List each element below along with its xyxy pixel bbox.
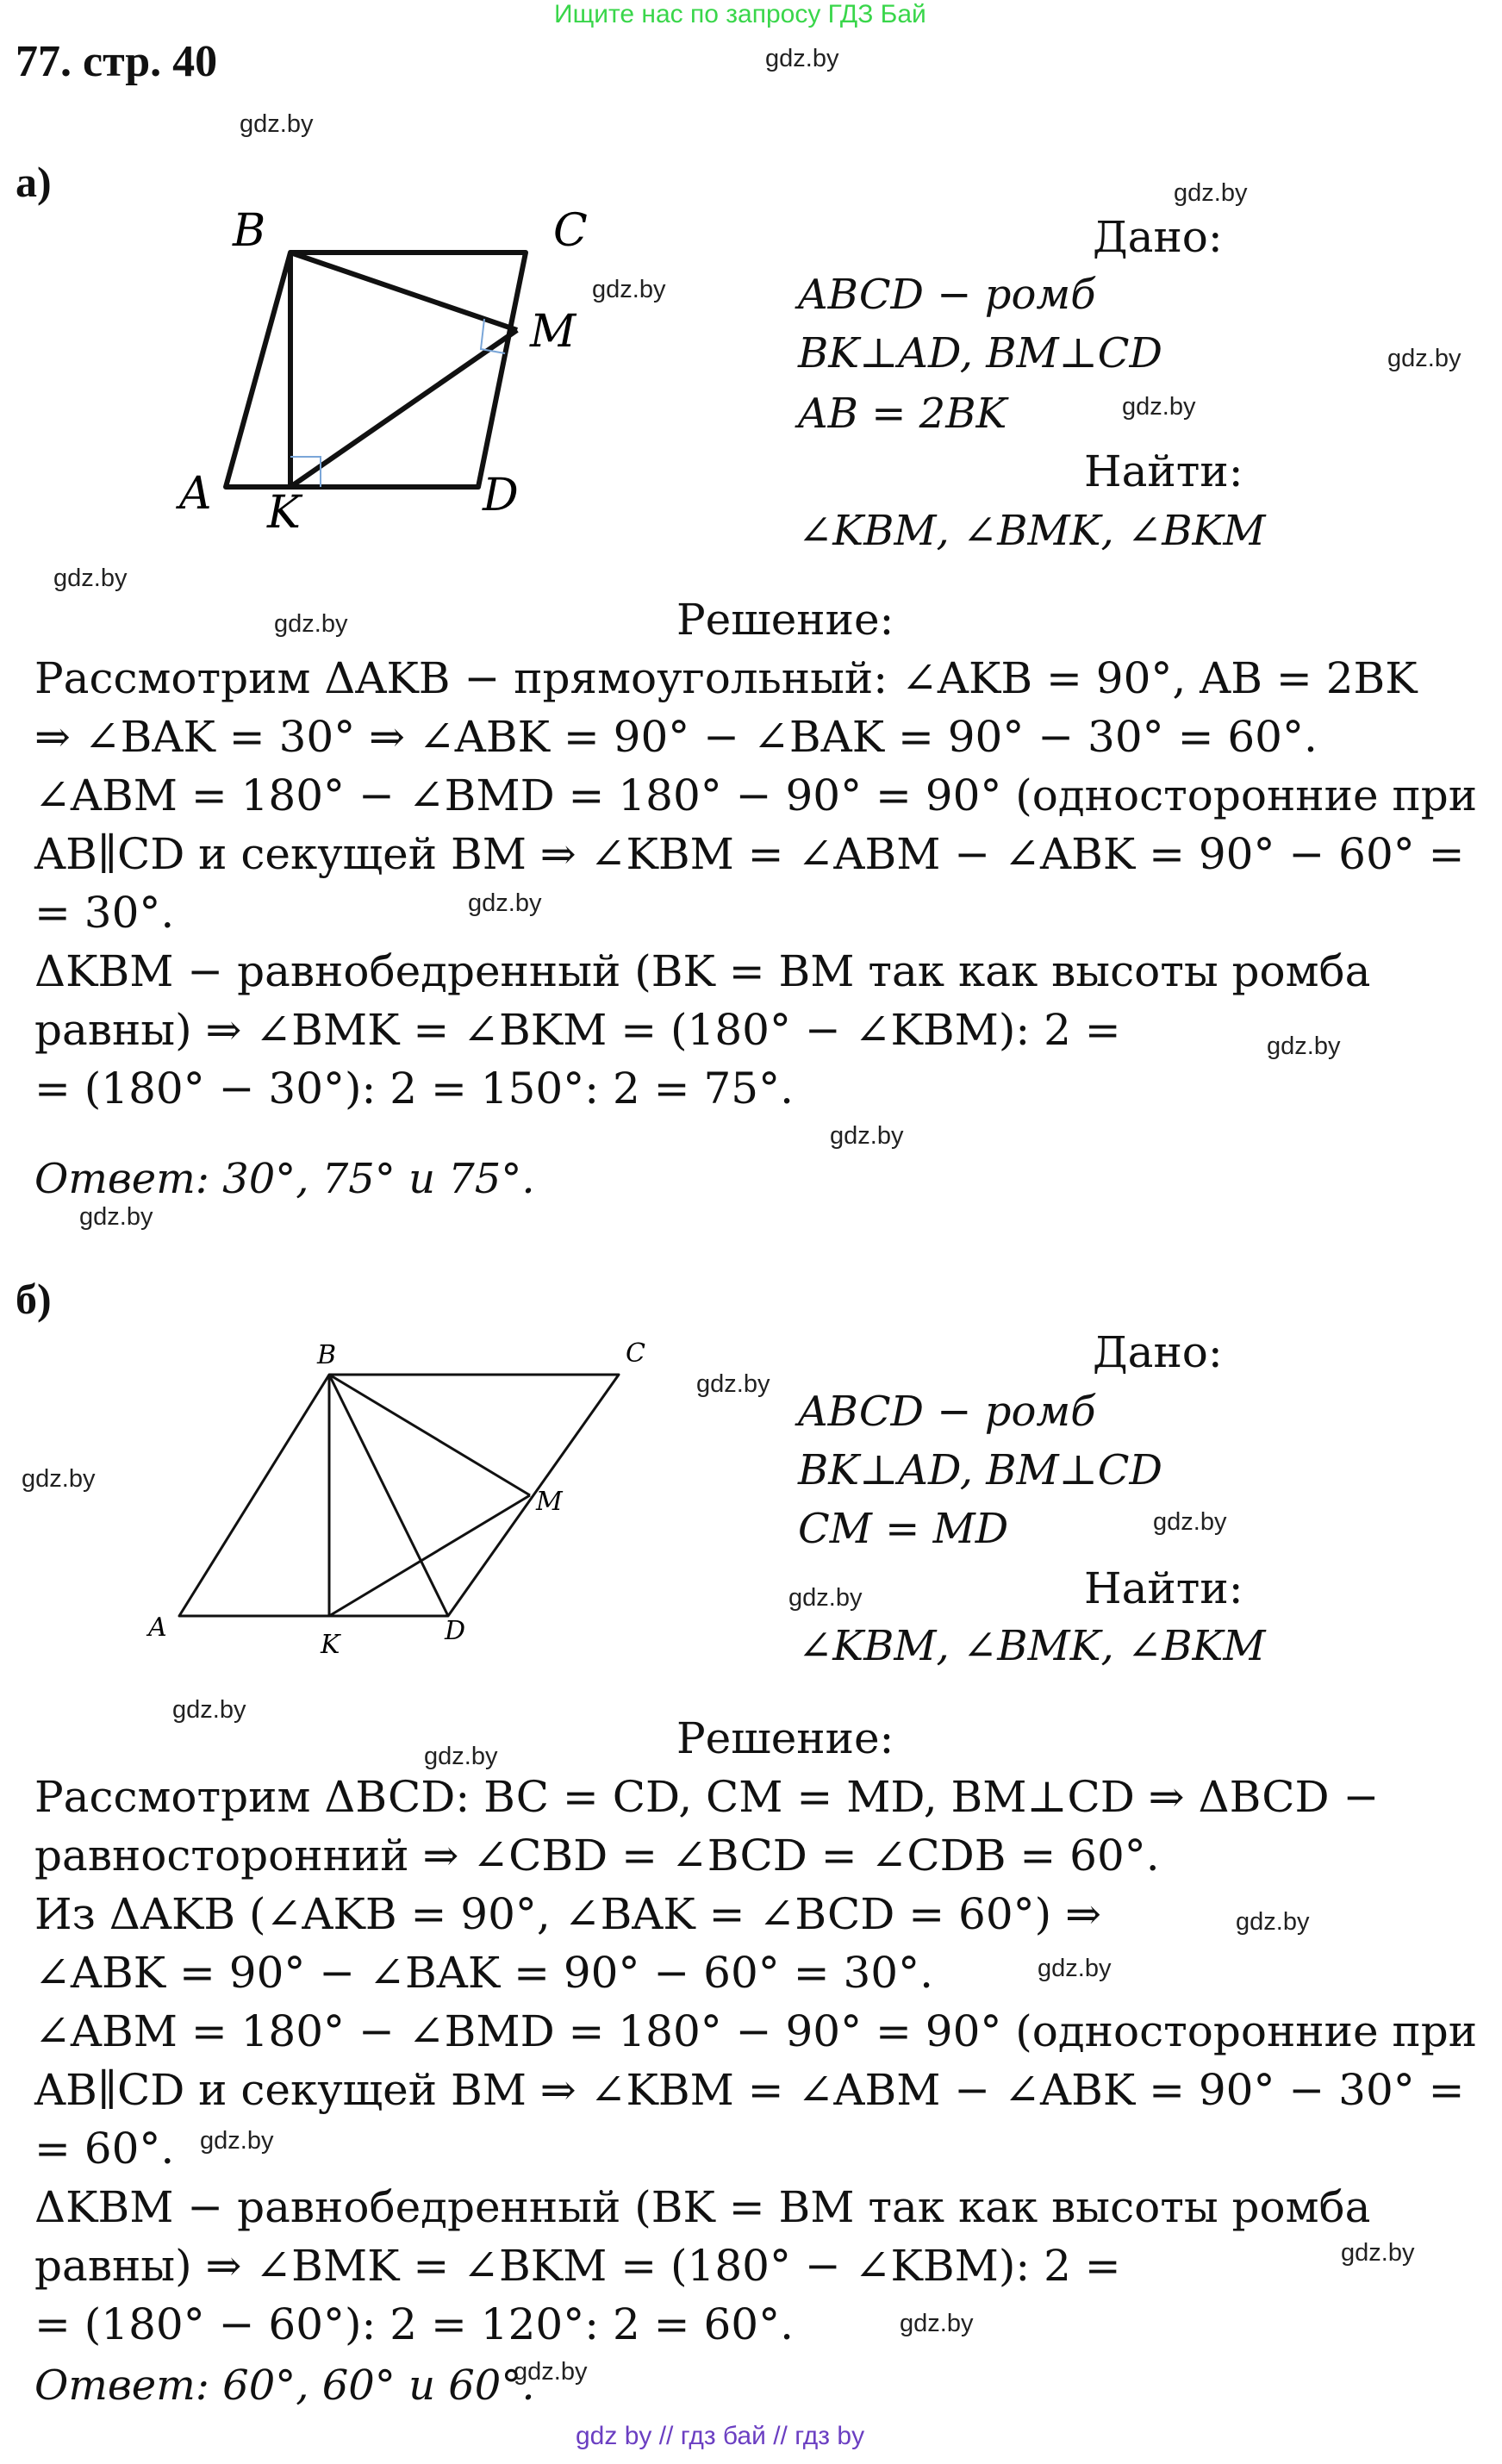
watermark: gdz.by <box>900 2310 974 2337</box>
label-k-b: K <box>321 1630 340 1660</box>
watermark: gdz.by <box>696 1370 770 1398</box>
answer-a: Ответ: 30°, 75° и 75°. <box>34 1155 535 1203</box>
watermark: gdz.by <box>172 1696 246 1724</box>
solution-a-line-4: AB∥CD и секущей BM ⇒ ∠KBM = ∠ABM − ∠ABK = 90° − 60° = <box>34 829 1465 879</box>
solution-a-line-8: = (180° − 30°): 2 = 150°: 2 = 75°. <box>34 1064 794 1113</box>
watermark: gdz.by <box>1341 2239 1415 2267</box>
solution-b-line-1: Рассмотрим ΔBCD: BC = CD, CM = MD, BM⊥CD ⇒ ΔBCD − <box>34 1772 1380 1822</box>
watermark: gdz.by <box>424 1743 498 1770</box>
watermark: gdz.by <box>1153 1508 1227 1536</box>
solution-a-line-2: ⇒ ∠BAK = 30° ⇒ ∠ABK = 90° − ∠BAK = 90° − 30° = 60°. <box>34 712 1318 762</box>
given-a-3: AB = 2BK <box>798 390 1007 438</box>
part-b-label: б) <box>16 1275 52 1323</box>
label-a: A <box>179 468 212 520</box>
solution-b-line-4: ∠ABK = 90° − ∠BAK = 90° − 60° = 30°. <box>34 1948 933 1998</box>
segment-km-b <box>329 1495 530 1616</box>
page-title: 77. стр. 40 <box>16 37 218 86</box>
given-b-3: CM = MD <box>798 1505 1009 1553</box>
solution-header-a: Решение: <box>676 595 894 645</box>
given-header-b: Дано: <box>1093 1327 1223 1377</box>
find-header-b: Найти: <box>1084 1563 1243 1613</box>
watermark: gdz.by <box>468 889 542 917</box>
rhombus-a <box>226 253 526 487</box>
solution-b-line-7: = 60°. <box>34 2124 175 2174</box>
solution-a-line-1: Рассмотрим ΔAKB − прямоугольный: ∠AKB = 90°, AB = 2BK <box>34 653 1418 703</box>
label-m: M <box>530 306 576 358</box>
label-k: K <box>267 487 301 539</box>
watermark: gdz.by <box>514 2358 588 2386</box>
watermark: gdz.by <box>1038 1955 1112 1982</box>
watermark: gdz.by <box>22 1465 96 1493</box>
watermark: gdz.by <box>1122 393 1196 421</box>
solution-a-line-6: ΔKBM − равнобедренный (BK = BM так как высоты ромба <box>34 946 1371 996</box>
given-a-2: BK⊥AD, BM⊥CD <box>798 329 1162 377</box>
answer-b: Ответ: 60°, 60° и 60°. <box>34 2361 535 2410</box>
find-header-a: Найти: <box>1084 446 1243 496</box>
top-banner[interactable]: Ищите нас по запросу ГДЗ Бай <box>554 0 926 28</box>
solution-b-line-3: Из ΔAKB (∠AKB = 90°, ∠BAK = ∠BCD = 60°) ⇒ <box>34 1889 1101 1939</box>
diagram-a <box>164 207 595 552</box>
watermark: gdz.by <box>1267 1032 1341 1060</box>
diagram-b <box>138 1327 672 1689</box>
bottom-banner[interactable]: gdz by // гдз бай // гдз by <box>576 2422 865 2450</box>
label-b-b: B <box>317 1340 337 1370</box>
label-d-b: D <box>445 1616 466 1646</box>
watermark: gdz.by <box>765 45 839 72</box>
given-b-2: BK⊥AD, BM⊥CD <box>798 1446 1162 1494</box>
label-a-b: A <box>148 1613 167 1643</box>
label-c-b: C <box>626 1338 645 1369</box>
watermark: gdz.by <box>1236 1908 1310 1936</box>
solution-b-line-6: AB∥CD и секущей BM ⇒ ∠KBM = ∠ABM − ∠ABK = 90° − 30° = <box>34 2065 1465 2115</box>
solution-b-line-9: равны) ⇒ ∠BMK = ∠BKM = (180° − ∠KBM): 2 = <box>34 2241 1121 2291</box>
label-c: C <box>553 207 588 257</box>
watermark: gdz.by <box>788 1584 863 1612</box>
solution-b-line-8: ΔKBM − равнобедренный (BK = BM так как высоты ромба <box>34 2182 1371 2232</box>
watermark: gdz.by <box>1174 179 1248 207</box>
watermark: gdz.by <box>830 1122 904 1150</box>
solution-a-line-7: равны) ⇒ ∠BMK = ∠BKM = (180° − ∠KBM): 2 = <box>34 1005 1121 1055</box>
solution-header-b: Решение: <box>676 1713 894 1763</box>
watermark: gdz.by <box>274 610 348 638</box>
solution-b-line-10: = (180° − 60°): 2 = 120°: 2 = 60°. <box>34 2299 794 2349</box>
segment-bm <box>290 253 517 330</box>
watermark: gdz.by <box>79 1203 153 1231</box>
label-d: D <box>483 470 519 521</box>
given-b-1: ABCD − ромб <box>798 1388 1096 1436</box>
solution-a-line-3: ∠ABM = 180° − ∠BMD = 180° − 90° = 90° (односторонние при <box>34 770 1478 820</box>
solution-a-line-5: = 30°. <box>34 888 175 938</box>
given-a-1: ABCD − ромб <box>798 271 1096 319</box>
solution-b-line-5: ∠ABM = 180° − ∠BMD = 180° − 90° = 90° (односторонние при <box>34 2006 1478 2056</box>
given-header-a: Дано: <box>1093 212 1223 262</box>
watermark: gdz.by <box>1387 345 1461 372</box>
solution-b-line-2: равносторонний ⇒ ∠CBD = ∠BCD = ∠CDB = 60°. <box>34 1831 1160 1881</box>
label-b: B <box>233 207 266 257</box>
label-m-b: M <box>536 1487 563 1517</box>
find-a: ∠KBM, ∠BMK, ∠BKM <box>798 507 1266 555</box>
watermark: gdz.by <box>53 565 128 592</box>
part-a-label: а) <box>16 158 52 206</box>
find-b: ∠KBM, ∠BMK, ∠BKM <box>798 1622 1266 1670</box>
watermark: gdz.by <box>240 110 314 138</box>
watermark: gdz.by <box>592 276 666 303</box>
watermark: gdz.by <box>200 2127 274 2155</box>
